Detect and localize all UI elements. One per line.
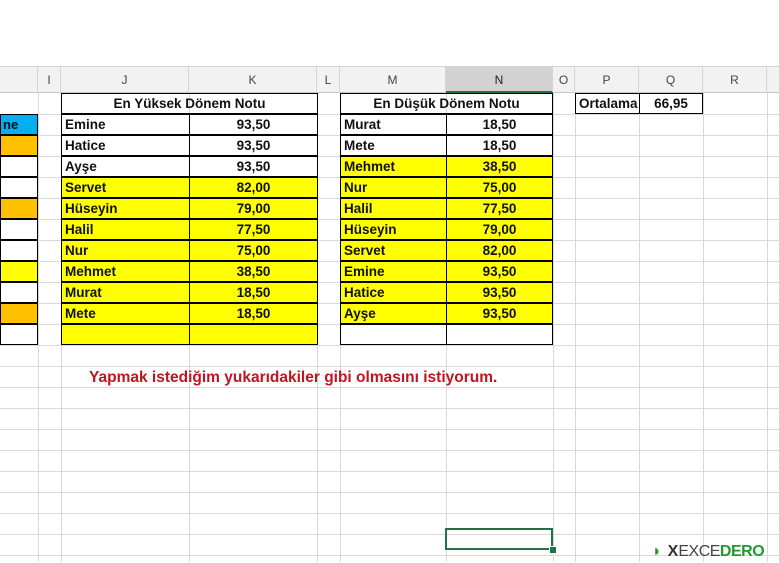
edge-column-cell[interactable] bbox=[0, 177, 38, 198]
edge-column-cell[interactable] bbox=[0, 261, 38, 282]
left-table-score-cell[interactable]: 75,00 bbox=[189, 240, 318, 261]
right-table-name-cell[interactable]: Nur bbox=[340, 177, 447, 198]
right-table-score-cell[interactable] bbox=[446, 324, 553, 345]
left-table-score-cell[interactable]: 18,50 bbox=[189, 303, 318, 324]
column-header-o[interactable]: O bbox=[553, 67, 575, 93]
right-table-score-cell[interactable]: 18,50 bbox=[446, 135, 553, 156]
left-table-name-cell[interactable]: Servet bbox=[61, 177, 190, 198]
left-table-name-cell[interactable]: Mete bbox=[61, 303, 190, 324]
grid-line-horizontal bbox=[0, 492, 779, 493]
left-table-name-cell[interactable] bbox=[61, 324, 190, 345]
right-table-name-cell[interactable]: Mete bbox=[340, 135, 447, 156]
logo-icon: ◗ bbox=[652, 543, 662, 560]
edge-column-cell[interactable] bbox=[0, 135, 38, 156]
logo-text-b: DERO bbox=[719, 543, 765, 560]
left-table-header[interactable]: En Yüksek Dönem Notu bbox=[61, 93, 318, 114]
grid-line-horizontal bbox=[0, 345, 779, 346]
left-table-name-cell[interactable]: Murat bbox=[61, 282, 190, 303]
logo-x: X bbox=[667, 543, 679, 560]
left-table-name-cell[interactable]: Halil bbox=[61, 219, 190, 240]
left-table-score-cell[interactable] bbox=[189, 324, 318, 345]
left-table-name-cell[interactable]: Nur bbox=[61, 240, 190, 261]
average-value-cell[interactable]: 66,95 bbox=[639, 93, 703, 114]
left-table-name-cell[interactable]: Ayşe bbox=[61, 156, 190, 177]
edge-column-cell[interactable] bbox=[0, 198, 38, 219]
edge-column-cell[interactable] bbox=[0, 282, 38, 303]
right-table-name-cell[interactable]: Halil bbox=[340, 198, 447, 219]
right-table-name-cell[interactable]: Hatice bbox=[340, 282, 447, 303]
edge-column-cell[interactable]: ne bbox=[0, 114, 38, 135]
note-message: Yapmak istediğim yukarıdakiler gibi olmasını istiyorum. bbox=[89, 369, 498, 386]
grid-line-horizontal bbox=[0, 387, 779, 388]
column-header-p[interactable]: P bbox=[575, 67, 639, 93]
right-table-name-cell[interactable] bbox=[340, 324, 447, 345]
left-table-name-cell[interactable]: Mehmet bbox=[61, 261, 190, 282]
fill-handle[interactable] bbox=[549, 546, 557, 554]
left-table-score-cell[interactable]: 93,50 bbox=[189, 114, 318, 135]
right-table-score-cell[interactable]: 75,00 bbox=[446, 177, 553, 198]
right-table-name-cell[interactable]: Hüseyin bbox=[340, 219, 447, 240]
left-table-score-cell[interactable]: 18,50 bbox=[189, 282, 318, 303]
edge-column-cell[interactable] bbox=[0, 324, 38, 345]
edge-column-cell[interactable] bbox=[0, 156, 38, 177]
column-header-l[interactable]: L bbox=[317, 67, 340, 93]
left-table-score-cell[interactable]: 38,50 bbox=[189, 261, 318, 282]
right-table-name-cell[interactable]: Ayşe bbox=[340, 303, 447, 324]
excel-dersleri-logo bbox=[652, 541, 764, 563]
right-table-name-cell[interactable]: Murat bbox=[340, 114, 447, 135]
left-table-score-cell[interactable]: 82,00 bbox=[189, 177, 318, 198]
grid-line-horizontal bbox=[0, 429, 779, 430]
right-table-name-cell[interactable]: Mehmet bbox=[340, 156, 447, 177]
column-header-j[interactable]: J bbox=[61, 67, 189, 93]
right-table-name-cell[interactable]: Emine bbox=[340, 261, 447, 282]
column-header-r[interactable]: R bbox=[703, 67, 767, 93]
right-table-score-cell[interactable]: 77,50 bbox=[446, 198, 553, 219]
right-table-score-cell[interactable]: 93,50 bbox=[446, 282, 553, 303]
active-cell-selection[interactable] bbox=[445, 528, 553, 550]
column-header-m[interactable]: M bbox=[340, 67, 446, 93]
grid-line-horizontal bbox=[0, 534, 779, 535]
edge-column-cell[interactable] bbox=[0, 303, 38, 324]
worksheet-grid[interactable] bbox=[0, 93, 779, 562]
column-header-i[interactable]: I bbox=[38, 67, 61, 93]
right-table-name-cell[interactable]: Servet bbox=[340, 240, 447, 261]
right-table-score-cell[interactable]: 79,00 bbox=[446, 219, 553, 240]
average-label-cell[interactable]: Ortalama bbox=[575, 93, 640, 114]
ribbon-area bbox=[0, 0, 779, 66]
right-table-score-cell[interactable]: 82,00 bbox=[446, 240, 553, 261]
grid-line-horizontal bbox=[0, 513, 779, 514]
left-table-score-cell[interactable]: 77,50 bbox=[189, 219, 318, 240]
column-header-n[interactable]: N bbox=[446, 67, 553, 93]
left-table-name-cell[interactable]: Emine bbox=[61, 114, 190, 135]
grid-line-horizontal bbox=[0, 366, 779, 367]
column-header-row bbox=[0, 66, 779, 93]
left-table-score-cell[interactable]: 93,50 bbox=[189, 135, 318, 156]
left-table-name-cell[interactable]: Hüseyin bbox=[61, 198, 190, 219]
right-table-score-cell[interactable]: 93,50 bbox=[446, 261, 553, 282]
left-table-score-cell[interactable]: 79,00 bbox=[189, 198, 318, 219]
grid-line-horizontal bbox=[0, 471, 779, 472]
right-table-header[interactable]: En Düşük Dönem Notu bbox=[340, 93, 553, 114]
logo-text-a: EXCE bbox=[678, 543, 720, 560]
column-header-k[interactable]: K bbox=[189, 67, 317, 93]
column-header-h[interactable] bbox=[0, 67, 38, 93]
right-table-score-cell[interactable]: 18,50 bbox=[446, 114, 553, 135]
left-table-name-cell[interactable]: Hatice bbox=[61, 135, 190, 156]
right-table-score-cell[interactable]: 38,50 bbox=[446, 156, 553, 177]
right-table-score-cell[interactable]: 93,50 bbox=[446, 303, 553, 324]
edge-column-cell[interactable] bbox=[0, 219, 38, 240]
column-header-q[interactable]: Q bbox=[639, 67, 703, 93]
edge-column-cell[interactable] bbox=[0, 240, 38, 261]
grid-line-horizontal bbox=[0, 450, 779, 451]
grid-line-horizontal bbox=[0, 408, 779, 409]
left-table-score-cell[interactable]: 93,50 bbox=[189, 156, 318, 177]
